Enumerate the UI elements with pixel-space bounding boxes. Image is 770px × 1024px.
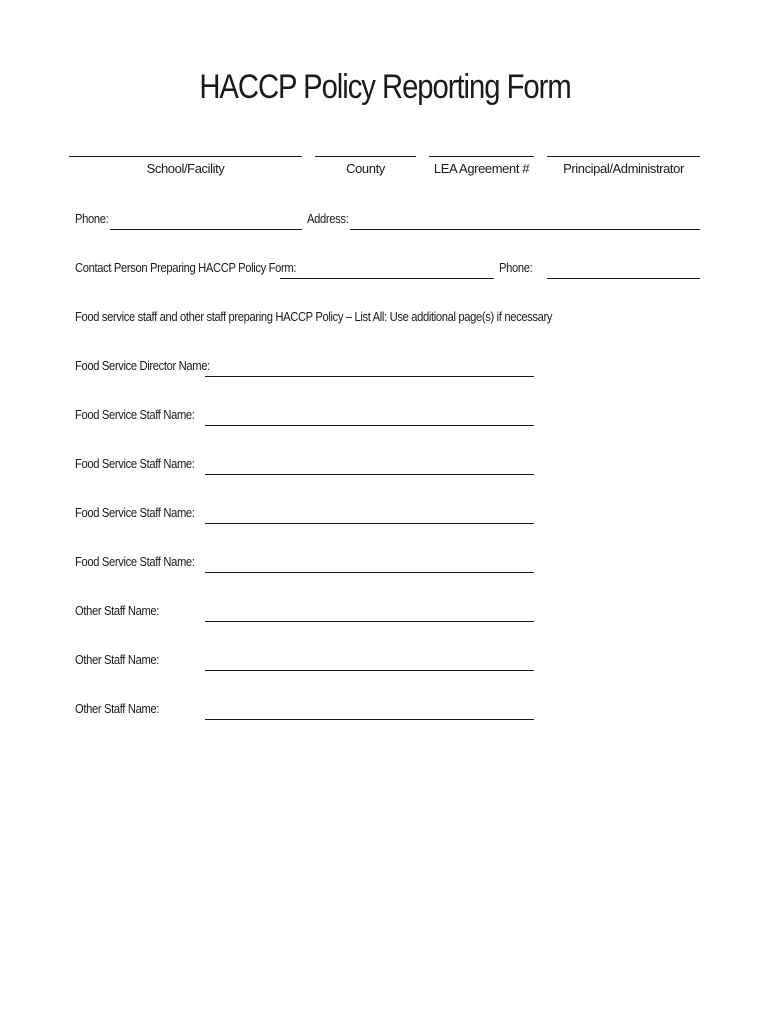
food-service-staff-field[interactable] xyxy=(205,408,534,426)
page-title: HACCP Policy Reporting Form xyxy=(199,68,571,106)
principal-administrator-label: Principal/Administrator xyxy=(563,161,684,176)
county-field[interactable] xyxy=(315,139,416,157)
food-service-director-field[interactable] xyxy=(205,359,534,377)
staff-label: Food Service Staff Name: xyxy=(75,554,195,569)
staff-label: Food Service Staff Name: xyxy=(75,505,195,520)
principal-administrator-field[interactable] xyxy=(547,139,700,157)
other-staff-field[interactable] xyxy=(205,653,534,671)
lea-agreement-label: LEA Agreement # xyxy=(433,161,530,176)
other-staff-label: Other Staff Name: xyxy=(75,603,160,618)
contact-person-label: Contact Person Preparing HACCP Policy Form: xyxy=(75,260,297,275)
other-staff-field[interactable] xyxy=(205,604,534,622)
lea-agreement-field[interactable] xyxy=(429,139,534,157)
phone-field[interactable] xyxy=(110,212,302,230)
staff-label: Food Service Staff Name: xyxy=(75,407,195,422)
school-facility-field[interactable] xyxy=(69,139,302,157)
food-service-staff-field[interactable] xyxy=(205,555,534,573)
food-service-staff-field[interactable] xyxy=(205,457,534,475)
staff-instructions: Food service staff and other staff preparing HACCP Policy – List All: Use additional page(s) if necessary xyxy=(75,309,553,324)
other-staff-field[interactable] xyxy=(205,702,534,720)
other-staff-label: Other Staff Name: xyxy=(75,701,160,716)
food-service-staff-field[interactable] xyxy=(205,506,534,524)
address-label: Address: xyxy=(307,211,349,226)
staff-label-director: Food Service Director Name: xyxy=(75,358,210,373)
other-staff-label: Other Staff Name: xyxy=(75,652,160,667)
staff-label: Food Service Staff Name: xyxy=(75,456,195,471)
contact-person-field[interactable] xyxy=(280,261,494,279)
school-facility-label: School/Facility xyxy=(146,161,225,176)
phone-label: Phone: xyxy=(75,211,109,226)
contact-phone-label: Phone: xyxy=(499,260,533,275)
address-field[interactable] xyxy=(350,212,700,230)
contact-phone-field[interactable] xyxy=(547,261,700,279)
county-label: County xyxy=(346,161,385,176)
